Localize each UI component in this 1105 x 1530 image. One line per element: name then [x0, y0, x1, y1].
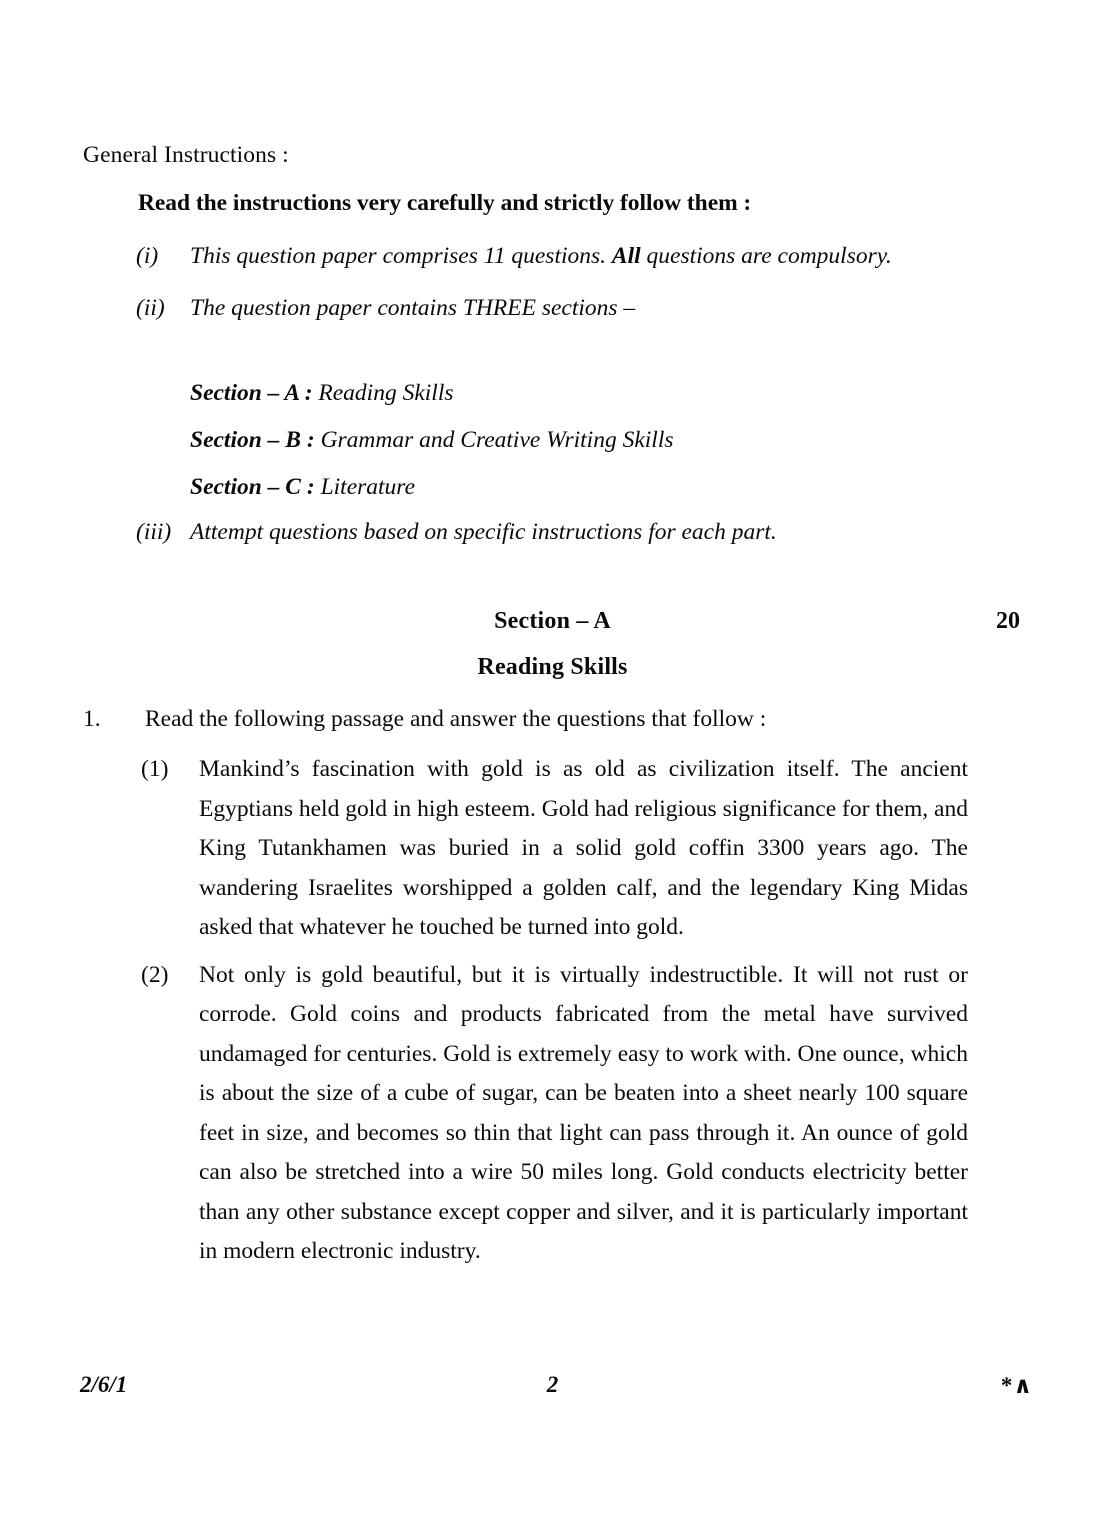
instruction-text-iii: Attempt questions based on specific instructions for each part.: [190, 519, 777, 545]
page-footer: [0, 1372, 1105, 1406]
sections-list-item-a: [190, 370, 990, 417]
question-1-row: [83, 702, 968, 736]
instruction-text-i-emphasis: All: [611, 243, 641, 269]
section-b-name: Section – B :: [190, 427, 315, 453]
instruction-text-i: [190, 236, 1004, 277]
passage-paragraph-1: [141, 750, 968, 948]
question-1-number: 1.: [83, 706, 101, 732]
instruction-marker-ii: (ii): [136, 295, 165, 321]
read-instructions-heading: Read the instructions very carefully and strictly follow them :: [138, 190, 752, 216]
sections-list-item-b: [190, 417, 990, 464]
passage-paragraph-1-text: Mankind’s fascination with gold is as old as civilization itself. The ancient Egyptians held gold in high esteem. Gold had religious significance for them, and King Tutankhamen was buried in a solid gold coffin 3300 years ago. The wandering Israelites worshipped a golden calf, and the legendary King Midas asked that whatever he touched be turned into gold.: [199, 756, 968, 940]
instruction-text-i-after: questions are compulsory.: [640, 243, 892, 269]
section-heading-row: [0, 608, 1105, 642]
instruction-item-i: [136, 236, 1004, 277]
section-heading-title: Section – A: [494, 608, 611, 634]
instruction-text-ii: The question paper contains THREE sections –: [190, 295, 636, 321]
passage-paragraph-2-text: Not only is gold beautiful, but it is virtually indestructible. It will not rust or corrode. Gold coins and products fabricated from the metal have survived undamaged for centuries. Gold is extremely easy to work with. One ounce, which is about the size of a cube of sugar, can be beaten into a sheet nearly 100 square feet in size, and becomes so thin that light can pass through it. An ounce of gold can also be stretched into a wire 50 miles long. Gold conducts electricity better than any other substance except copper and silver, and it is particularly important in modern electronic industry.: [199, 961, 968, 1264]
section-marks: 20: [996, 608, 1020, 634]
footer-paper-code: 2/6/1: [80, 1372, 128, 1397]
instruction-marker-iii: (iii): [136, 519, 172, 545]
section-c-description: Literature: [320, 474, 415, 500]
passage-paragraph-2-marker: (2): [141, 961, 169, 988]
footer-mark-icon: *∧: [1000, 1373, 1033, 1398]
sections-list-item-c: [190, 464, 990, 511]
passage-paragraph-2: [141, 956, 968, 1272]
instruction-marker-i: (i): [136, 243, 159, 269]
passage-container: [141, 750, 968, 1280]
section-c-name: Section – C :: [190, 474, 315, 500]
question-1-prompt: Read the following passage and answer the questions that follow :: [145, 706, 767, 732]
passage-paragraph-1-marker: (1): [141, 756, 169, 782]
instructions-list: [136, 236, 1004, 340]
instruction-item-ii: [136, 288, 1004, 329]
section-a-name: Section – A :: [190, 380, 313, 406]
instruction-text-i-before: This question paper comprises 11 questions.: [190, 243, 612, 269]
sections-list: [190, 370, 990, 511]
section-heading-subtitle: Reading Skills: [477, 654, 628, 680]
section-b-description: Grammar and Creative Writing Skills: [320, 427, 674, 453]
footer-page-number: 2: [546, 1372, 559, 1397]
section-a-description: Reading Skills: [318, 380, 454, 406]
instruction-item-iii: [136, 512, 1004, 553]
general-instructions-label: General Instructions :: [83, 142, 289, 168]
